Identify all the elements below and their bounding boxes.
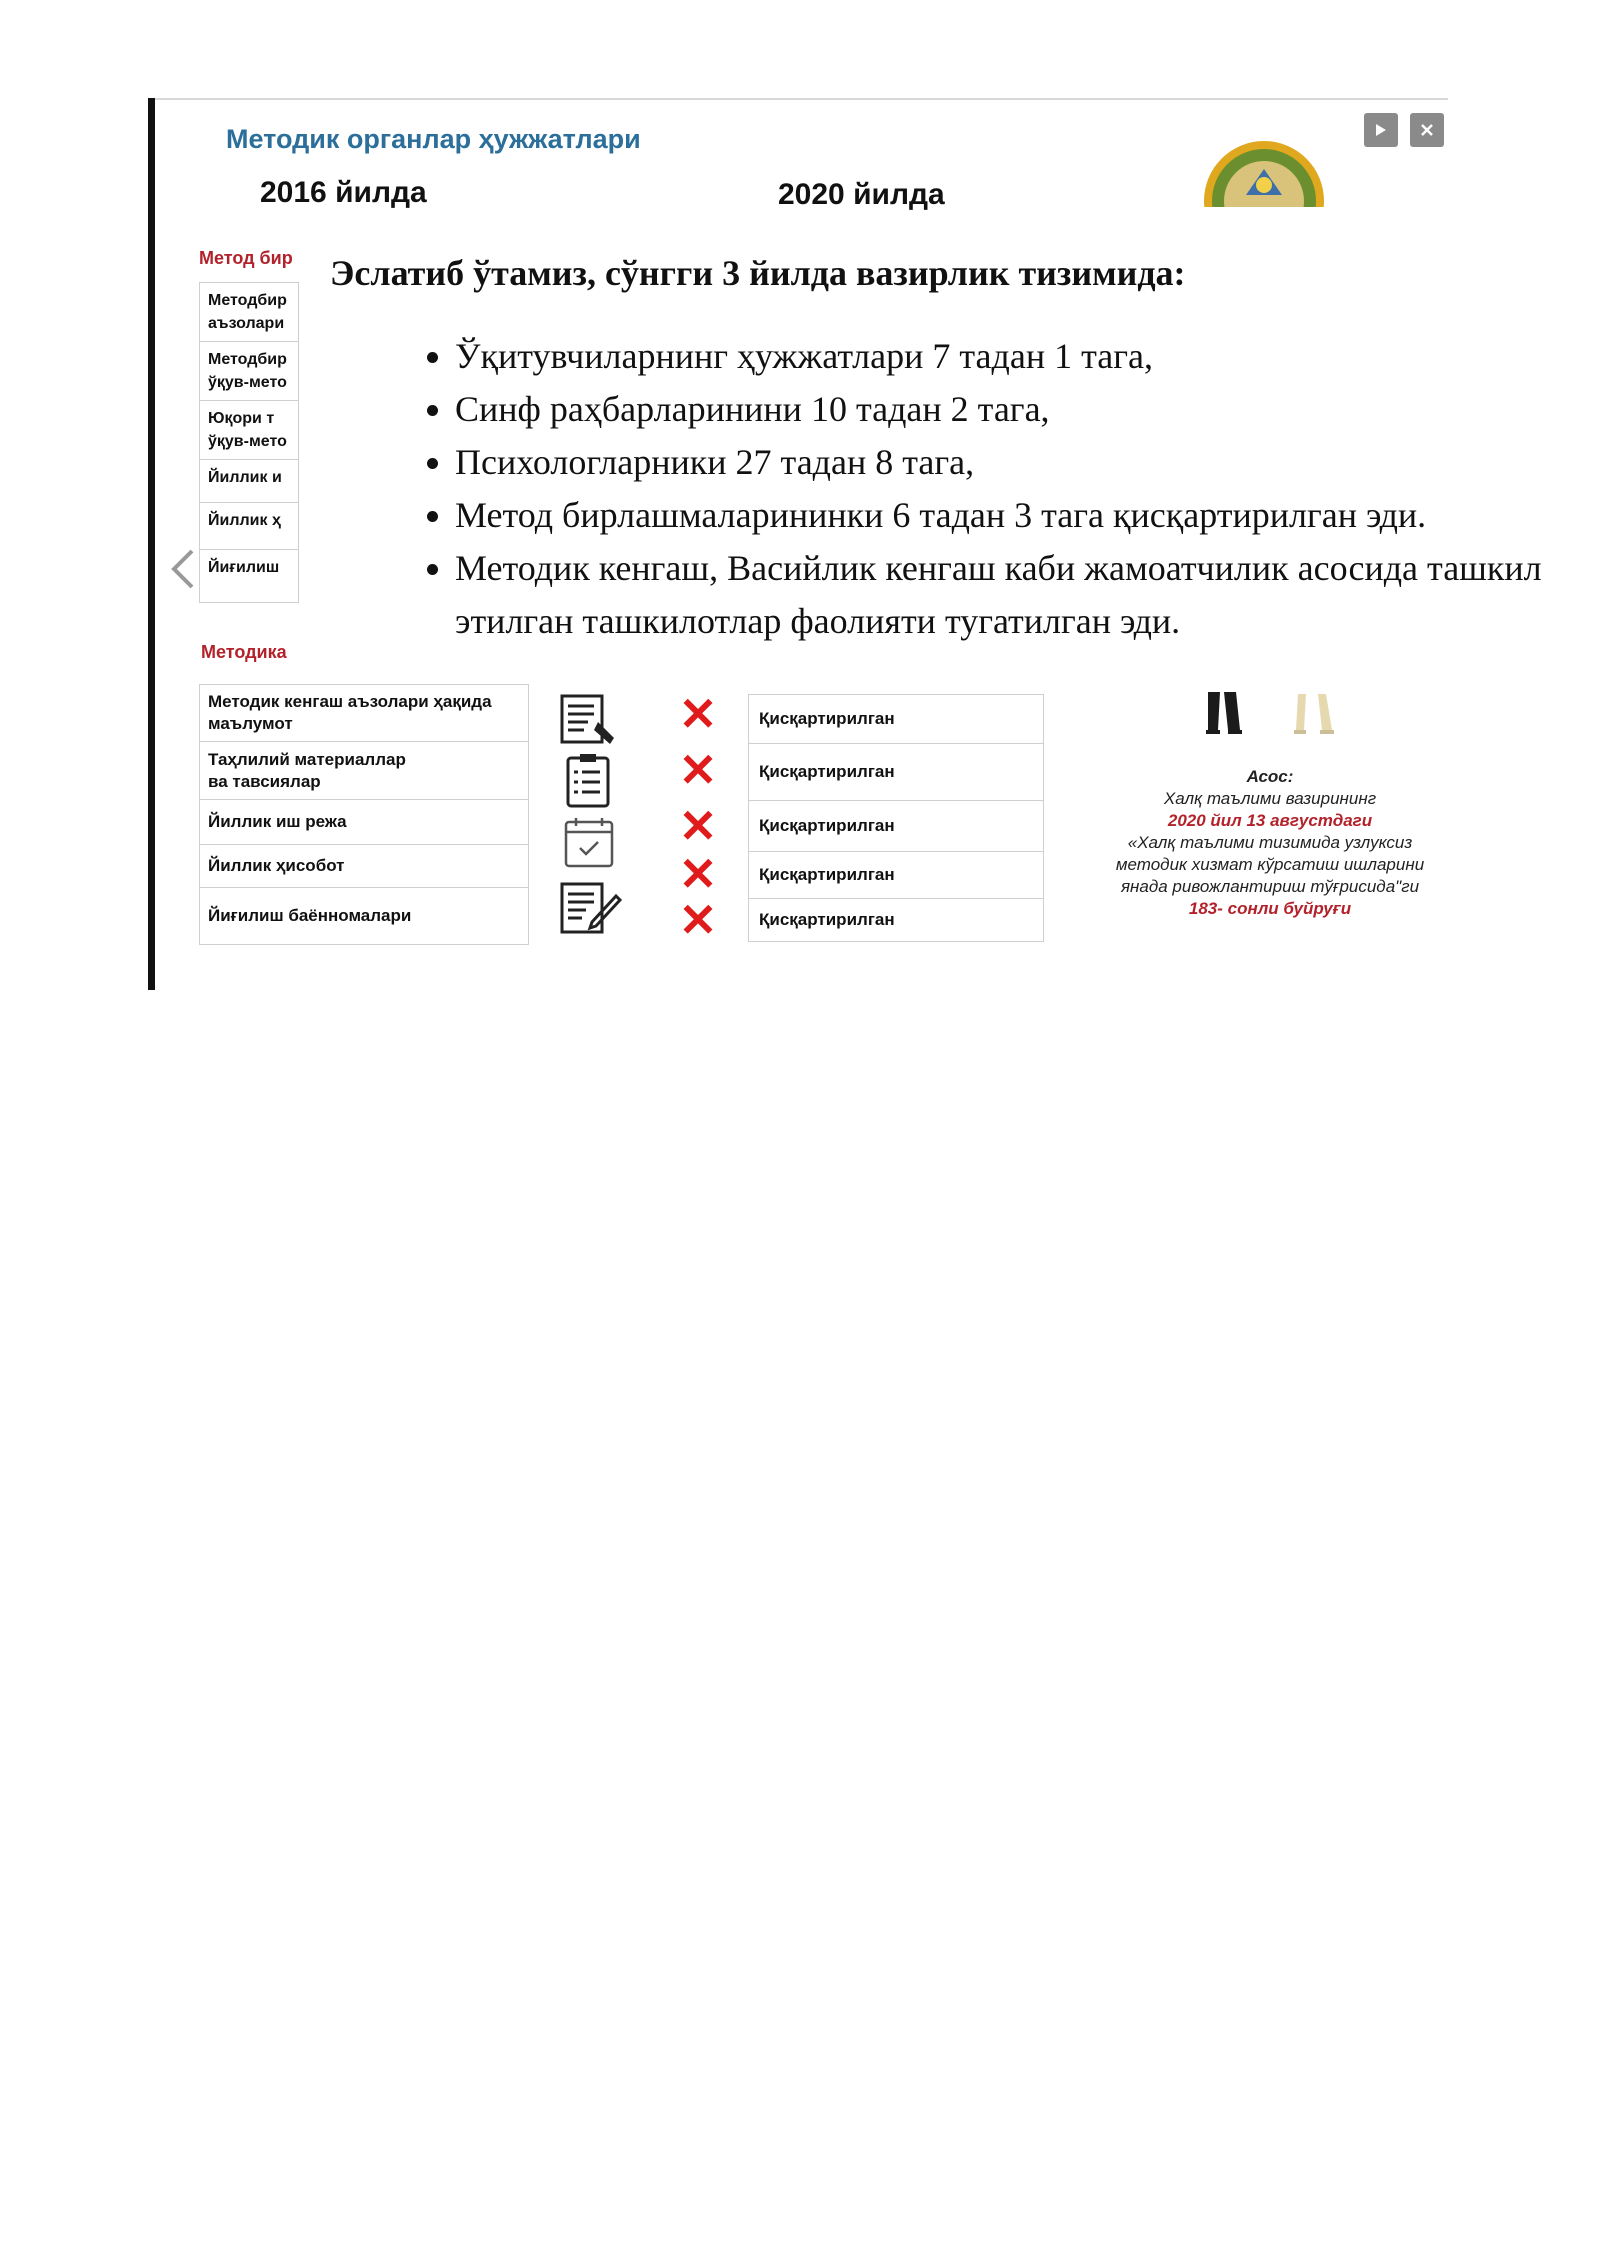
document-row[interactable]: Таҳлилий материаллар ва тавсиялар (199, 741, 529, 799)
basis-note (1080, 766, 1460, 920)
method-association-label: Метод бир (199, 248, 293, 268)
basis-line: методик хизмат кўрсатиш ишларини (1115, 855, 1425, 874)
bullet-item: • Психологларники 27 тадан 8 тага, (455, 436, 1555, 489)
year-2020-label: 2020 йилда (778, 178, 945, 211)
bullet-item: • Методик кенгаш, Васийлик кенгаш каби жамоатчилик асосида ташкил этилган ташкилотлар фаолияти тугатилган эди. (455, 542, 1555, 648)
page-title: Методик органлар ҳужжатлари (226, 124, 641, 154)
basis-date: 2020 йил 13 августдаги (1167, 811, 1373, 830)
document-edit-icon (558, 880, 622, 936)
year-2016-label: 2016 йилда (260, 176, 427, 209)
methodics-label: Методика (201, 642, 287, 662)
slide-left-border (148, 98, 155, 990)
red-x-icon: ✕ (678, 848, 718, 900)
basis-title: Асос: (1246, 767, 1294, 786)
bullet-item: • Метод бирлашмаларининки 6 тадан 3 тага қисқартирилган эди. (455, 489, 1555, 542)
slide-top-divider (155, 98, 1448, 100)
bullet-item: • Синф раҳбарларинини 10 тадан 2 тага, (455, 383, 1555, 436)
red-x-icon: ✕ (678, 894, 718, 946)
list-item[interactable]: Йиллик и (199, 459, 299, 502)
red-x-icon: ✕ (678, 744, 718, 796)
calendar-check-icon (558, 814, 622, 870)
basis-order: 183- сонли буйруғи (1188, 899, 1352, 918)
list-item[interactable]: Методбир ўқув-мето (199, 341, 299, 400)
status-cell: Қисқартирилган (748, 743, 1044, 800)
red-x-icon: ✕ (678, 800, 718, 852)
basis-line: «Халқ таълими тизимида узлуксиз (1127, 833, 1413, 852)
document-edit-icon (558, 692, 622, 748)
list-item[interactable]: Юқори т ўқув-мето (199, 400, 299, 459)
document-row[interactable]: Методик кенгаш аъзолари ҳақида маълумот (199, 684, 529, 741)
document-row[interactable]: Йиғилиш баённомалари (199, 887, 529, 945)
status-cell: Қисқартирилган (748, 851, 1044, 898)
close-icon (1420, 123, 1434, 137)
list-item[interactable]: Методбир аъзолари (199, 282, 299, 341)
status-cell: Қисқартирилган (748, 898, 1044, 942)
list-item[interactable]: Йиғилиш (199, 549, 299, 603)
status-cell: Қисқартирилган (748, 800, 1044, 851)
play-button[interactable] (1364, 113, 1398, 147)
reminder-bullet-list (415, 330, 1555, 648)
basis-line: Халқ таълими вазирининг (1163, 789, 1377, 808)
document-row[interactable]: Йиллик ҳисобот (199, 844, 529, 887)
play-icon (1375, 123, 1387, 137)
methodics-documents-list (199, 684, 529, 945)
document-row[interactable]: Йиллик иш режа (199, 799, 529, 844)
status-cell: Қисқартирилган (748, 694, 1044, 743)
list-item[interactable]: Йиллик ҳ (199, 502, 299, 549)
method-association-list (199, 282, 299, 603)
clipboard-list-icon (558, 752, 622, 808)
state-emblem-logo (1202, 135, 1326, 207)
reminder-heading: Эслатиб ўтамиз, сўнгги 3 йилда вазирлик тизимида: (330, 253, 1186, 293)
red-x-icon: ✕ (678, 688, 718, 740)
basis-line: янада ривожлантириш тўғрисида"ги (1120, 877, 1420, 896)
status-list (748, 694, 1044, 942)
chevron-left-icon (168, 547, 198, 591)
people-illustration (1200, 690, 1360, 740)
previous-slide-button[interactable] (168, 547, 198, 598)
close-button[interactable] (1410, 113, 1444, 147)
bullet-item: • Ўқитувчиларнинг ҳужжатлари 7 тадан 1 тага, (455, 330, 1555, 383)
